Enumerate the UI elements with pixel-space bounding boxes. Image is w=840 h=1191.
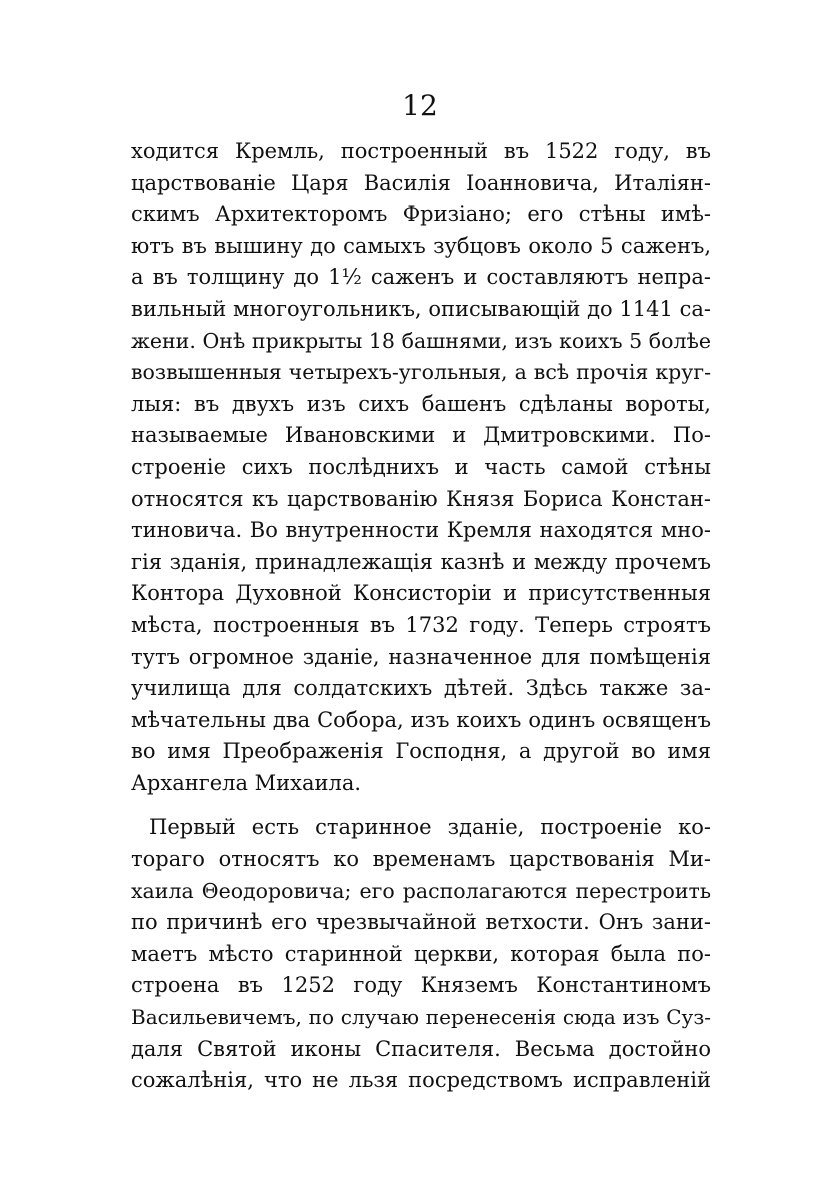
text-line: Васильевичемъ, по случаю перенесенія сюда изъ Суз- — [131, 1005, 711, 1030]
text-line: маетъ мѣсто старинной церкви, которая была по- — [131, 941, 711, 966]
text-line: называемые Ивановскими и Дмитровскими. По- — [131, 423, 711, 448]
text-line: жени. Онѣ прикрыты 18 башнями, изъ коихъ 5 болѣе — [131, 328, 711, 353]
text-line: скимъ Архитекторомъ Фризіано; его стѣны имѣ- — [131, 202, 711, 227]
text-line: Архангела Михаила. — [131, 770, 362, 795]
text-line: царствованіе Царя Василія Іоанновича, Италіян- — [131, 170, 711, 195]
text-line: Контора Духовной Консисторіи и присутственныя — [131, 581, 711, 606]
text-line: училища для солдатскихъ дѣтей. Здѣсь также за- — [131, 676, 711, 701]
text-line: мѣста, построенныя въ 1732 году. Теперь строятъ — [131, 612, 711, 637]
text-line: тораго относятъ ко временамъ царствованія Ми- — [131, 847, 711, 872]
text-line: даля Святой иконы Спасителя. Весьма достойно — [131, 1036, 711, 1061]
text-line: по причинѣ его чрезвычайной ветхости. Онъ зани- — [131, 910, 711, 935]
text-line: во имя Преображенія Господня, а другой во имя — [131, 739, 711, 764]
paragraph — [131, 812, 711, 1096]
text-line: Первый есть старинное зданіе, построеніе ко- — [149, 815, 711, 840]
text-line: вильный многоугольникъ, описывающій до 1141 са- — [131, 296, 711, 321]
text-line: ютъ въ вышину до самыхъ зубцовъ около 5 саженъ, — [131, 233, 711, 258]
text-line: строена въ 1252 году Княземъ Константиномъ — [131, 973, 711, 998]
text-line: строеніе сихъ послѣднихъ и часть самой стѣны — [131, 454, 711, 479]
text-line: тутъ огромное зданіе, назначенное для помѣщенія — [131, 644, 711, 669]
text-line: мѣчательны два Собора, изъ коихъ одинъ освященъ — [131, 707, 711, 732]
text-line: гія зданія, принадлежащія казнѣ и между прочемъ — [131, 549, 711, 574]
text-line: лыя: въ двухъ изъ сихъ башенъ сдѣланы вороты, — [131, 391, 711, 416]
page-number: 12 — [402, 89, 438, 122]
text-line: а въ толщину до 1½ саженъ и составляютъ непра- — [131, 265, 711, 290]
paragraph — [131, 136, 711, 799]
text-line: ходится Кремль, построенный въ 1522 году, въ — [131, 139, 711, 163]
text-line: возвышенныя четырехъ-угольныя, а всѣ прочія круг- — [131, 360, 711, 385]
text-line: сожалѣнія, что не льзя посредствомъ исправленій — [131, 1068, 711, 1093]
text-line: относятся къ царствованію Князя Бориса Констан- — [131, 486, 711, 511]
text-line: хаила Θеодоровича; его располагаются перестроить — [131, 878, 711, 903]
body-text — [131, 136, 711, 1097]
paragraph-gap — [131, 799, 711, 812]
text-line: тиновича. Во внутренности Кремля находятся мно- — [131, 518, 711, 543]
